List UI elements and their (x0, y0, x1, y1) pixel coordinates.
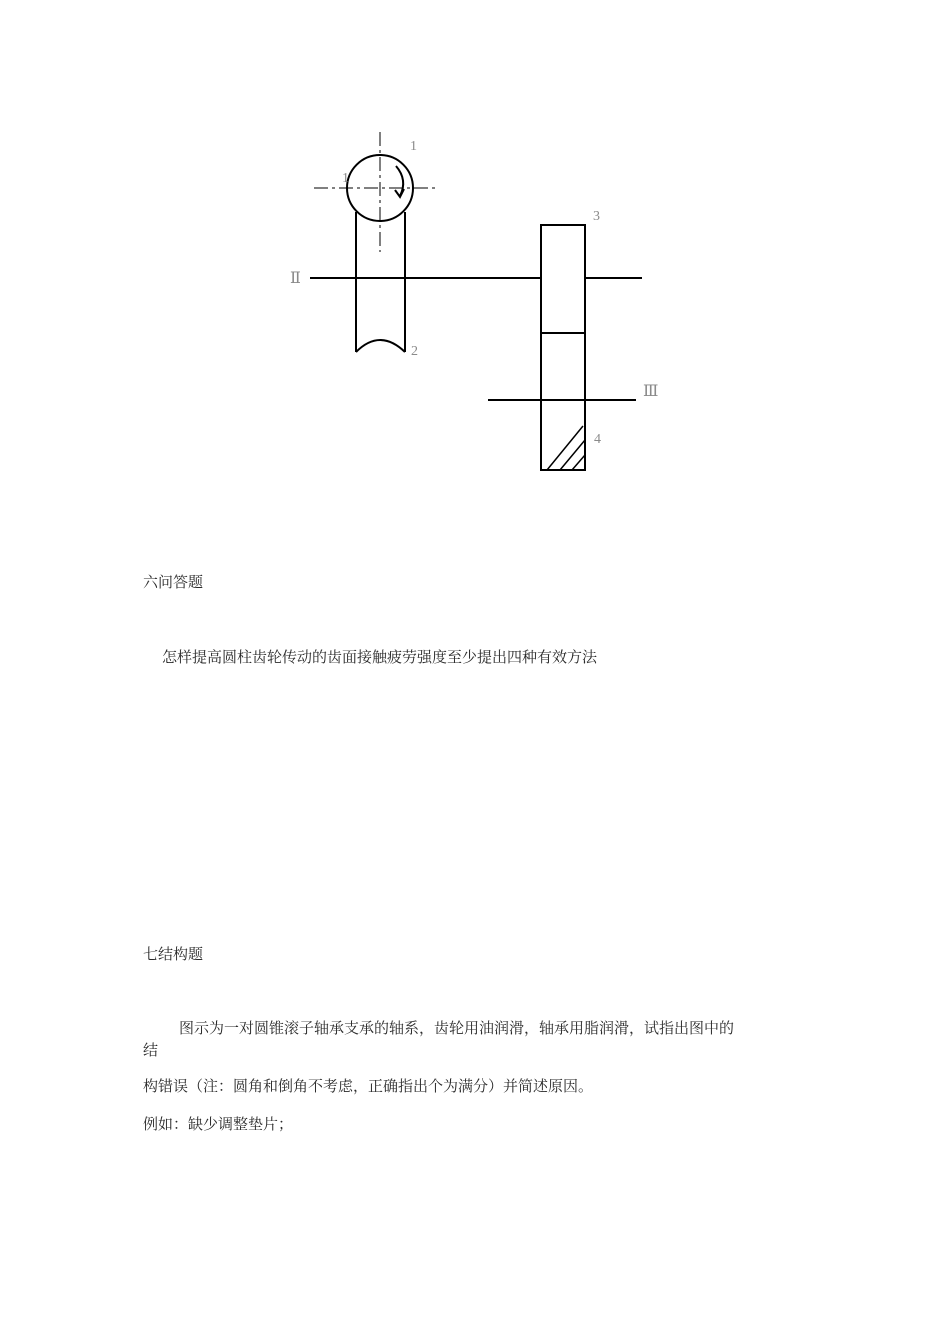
worm-wheel-2-bottom-arc (356, 340, 405, 352)
label-gear1-top: 1 (410, 139, 417, 154)
section-7-paragraph-line-2: 构错误（注：圆角和倒角不考虑，正确指出个为满分）并简述原因。 (143, 1077, 594, 1095)
label-shaft-II: Ⅱ (290, 270, 301, 287)
section-7-example-line: 例如：缺少调整垫片； (143, 1115, 294, 1133)
section-6-heading: 六问答题 (143, 573, 204, 591)
section-7-paragraph-line-1: 图示为一对圆锥滚子轴承支承的轴系，齿轮用油润滑，轴承用脂润滑，试指出图中的 (179, 1019, 735, 1037)
label-gear4: 4 (594, 432, 601, 447)
gear-4-hatch-3 (572, 455, 585, 470)
gear-train-diagram (0, 0, 950, 520)
section-7-heading: 七结构题 (143, 945, 204, 963)
section-6-question: 怎样提高圆柱齿轮传动的齿面接触疲劳强度至少提出四种有效方法 (162, 648, 598, 666)
label-gear2: 2 (411, 344, 418, 359)
label-shaft-III: Ⅲ (643, 383, 659, 400)
section-7-paragraph-line-1-wrap: 结 (143, 1041, 159, 1059)
label-gear1-left: 1 (342, 171, 349, 186)
gear-3 (541, 225, 585, 333)
gear-4-hatch-2 (560, 440, 585, 470)
label-gear3: 3 (593, 209, 600, 224)
